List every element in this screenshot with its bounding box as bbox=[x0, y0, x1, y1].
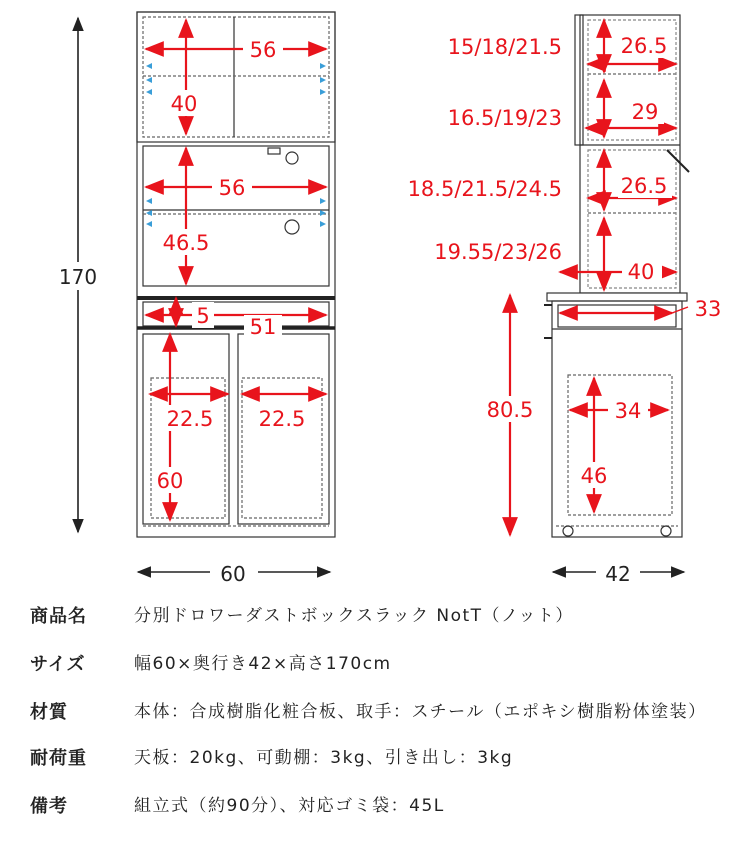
shelf2-heights-label: 16.5/19/23 bbox=[447, 106, 562, 130]
shelf1-heights-label: 15/18/21.5 bbox=[447, 35, 562, 59]
shelf3-heights-label: 18.5/21.5/24.5 bbox=[407, 177, 562, 201]
spec-value: 幅60×奥行き42×高さ170cm bbox=[134, 654, 392, 674]
spec-label: 備考 bbox=[30, 796, 68, 817]
spec-table bbox=[30, 604, 730, 842]
spec-label: サイズ bbox=[30, 654, 86, 675]
counter-height-label: 80.5 bbox=[486, 398, 534, 422]
shelf2-depth-label: 29 bbox=[631, 100, 659, 124]
side-bin-depth-label: 34 bbox=[614, 399, 642, 423]
bin-right-width-label: 22.5 bbox=[258, 407, 306, 431]
spec-row-name bbox=[30, 604, 730, 630]
spec-label: 耐荷重 bbox=[30, 748, 87, 769]
drawer-height-label: 5 bbox=[196, 304, 210, 328]
bin-left-width-label: 22.5 bbox=[166, 407, 214, 431]
spec-value: 組立式（約90分）、対応ゴミ袋：45L bbox=[134, 796, 445, 816]
shelf3-depth-label: 26.5 bbox=[620, 174, 668, 198]
spec-value: 本体：合成樹脂化粧合板、取手：スチール（エポキシ樹脂粉体塗装） bbox=[134, 702, 707, 722]
upper-width-label: 56 bbox=[249, 38, 277, 62]
front-height-label: 170 bbox=[58, 265, 98, 289]
spec-value: 天板：20kg、可動棚：3kg、引き出し：3kg bbox=[134, 748, 514, 768]
spec-row-notes bbox=[30, 794, 730, 820]
shelf1-depth-label: 26.5 bbox=[620, 34, 668, 58]
shelf-width-label: 56 bbox=[218, 176, 246, 200]
drawer-width-label: 51 bbox=[249, 315, 277, 339]
shelf-height-label: 46.5 bbox=[162, 231, 210, 255]
spec-row-material bbox=[30, 700, 730, 726]
front-width-label: 60 bbox=[220, 562, 246, 586]
upper-height-label: 40 bbox=[170, 92, 198, 116]
bin-height-label: 60 bbox=[156, 469, 184, 493]
spec-label: 材質 bbox=[30, 702, 68, 723]
side-bin-height-label: 46 bbox=[580, 464, 608, 488]
side-depth-label: 42 bbox=[605, 562, 631, 586]
spec-value: 分別ドロワーダストボックスラック NotT（ノット） bbox=[134, 606, 574, 626]
shelf4-depth-label: 40 bbox=[627, 260, 655, 284]
drawer-depth-label: 33 bbox=[694, 297, 722, 321]
shelf4-heights-label: 19.55/23/26 bbox=[434, 240, 562, 264]
spec-row-size bbox=[30, 652, 730, 678]
spec-label: 商品名 bbox=[30, 606, 87, 627]
side-view bbox=[544, 15, 689, 537]
spec-row-load bbox=[30, 746, 730, 772]
shelf-pin-marks bbox=[146, 63, 326, 227]
